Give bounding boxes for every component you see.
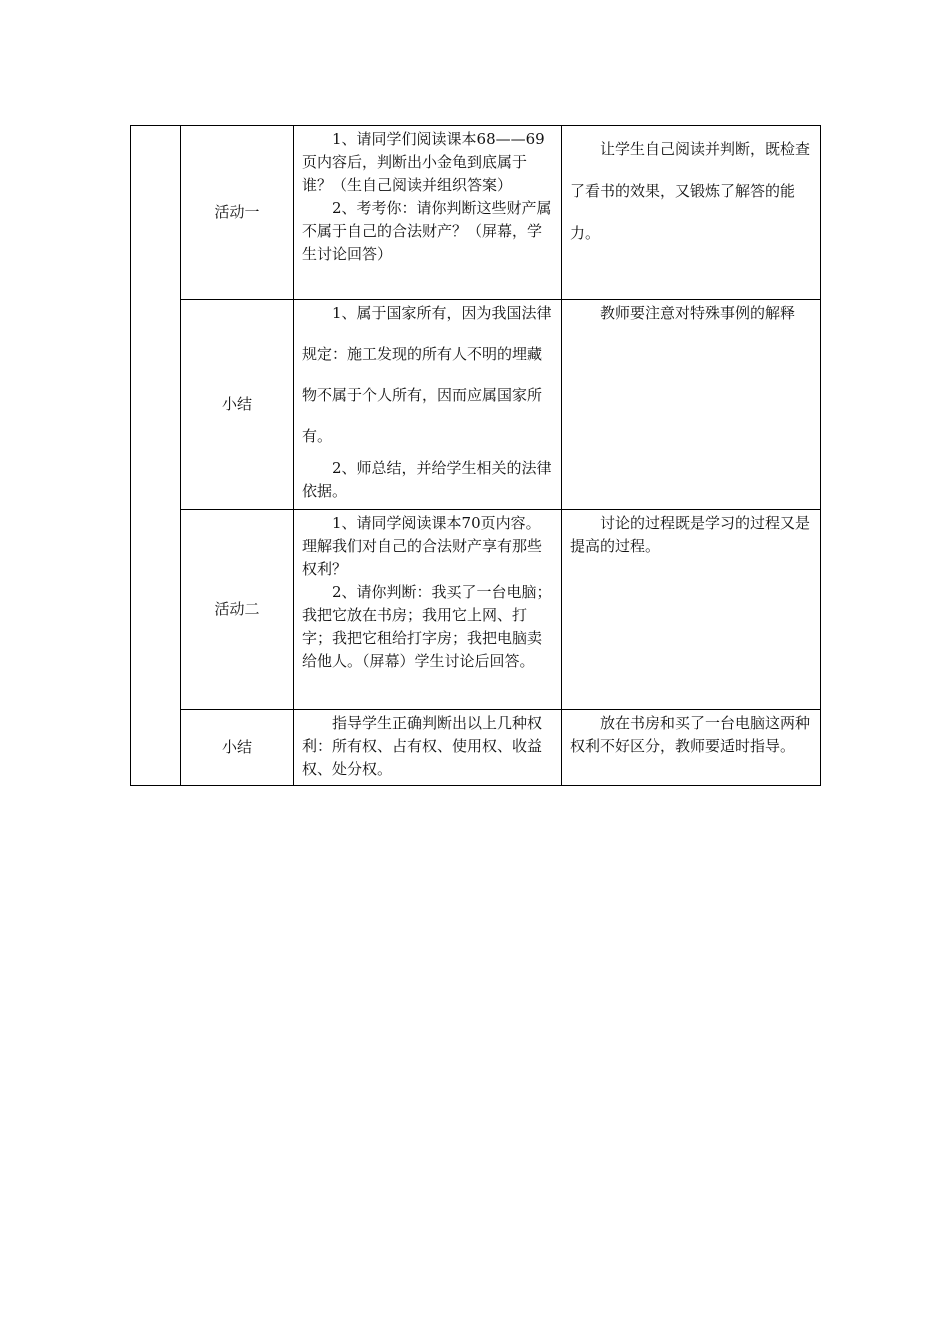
- content-paragraph: 1、请同学阅读课本70页内容。理解我们对自己的合法财产享有那些权利？: [302, 514, 543, 578]
- note-cell: [562, 300, 821, 510]
- content-paragraph: 2、请你判断：我买了一台电脑；我把它放在书房；我用它上网、打字；我把它租给打字房；我把电脑卖给他人。（屏幕）学生讨论后回答。: [302, 583, 552, 670]
- content-cell: [294, 710, 562, 786]
- table-row: [131, 300, 821, 510]
- content-paragraph: 2、考考你：请你判断这些财产属不属于自己的合法财产？（屏幕，学生讨论回答）: [302, 199, 552, 263]
- content-cell: [294, 126, 562, 300]
- note-paragraph: 讨论的过程既是学习的过程又是提高的过程。: [570, 514, 811, 555]
- content-paragraph: 指导学生正确判断出以上几种权利：所有权、占有权、使用权、收益权、处分权。: [302, 714, 543, 778]
- content-paragraph: 1、请同学们阅读课本68——69页内容后，判断出小金龟到底属于谁？（生自己阅读并组织答案）: [302, 130, 545, 194]
- note-paragraph: 教师要注意对特殊事例的解释: [600, 304, 796, 322]
- row-label: 小结: [181, 710, 294, 786]
- row-label: 小结: [181, 300, 294, 510]
- stage-column-cell: [131, 126, 181, 786]
- content-paragraph: 2、师总结，并给学生相关的法律依据。: [302, 459, 552, 500]
- table-row: [131, 510, 821, 710]
- note-paragraph: 放在书房和买了一台电脑这两种权利不好区分，教师要适时指导。: [570, 714, 811, 755]
- note-cell: [562, 126, 821, 300]
- row-label: 活动二: [181, 510, 294, 710]
- content-paragraph: 1、属于国家所有，因为我国法律规定：施工发现的所有人不明的埋藏物不属于个人所有，因而应属国家所有。: [302, 304, 552, 445]
- note-cell: [562, 710, 821, 786]
- note-paragraph: 让学生自己阅读并判断，既检查了看书的效果，又锻炼了解答的能力。: [570, 140, 811, 242]
- row-label: 活动一: [181, 126, 294, 300]
- table-row: [131, 126, 821, 300]
- content-cell: [294, 510, 562, 710]
- lesson-plan-table: [130, 125, 821, 786]
- table-row: [131, 710, 821, 786]
- content-cell: [294, 300, 562, 510]
- note-cell: [562, 510, 821, 710]
